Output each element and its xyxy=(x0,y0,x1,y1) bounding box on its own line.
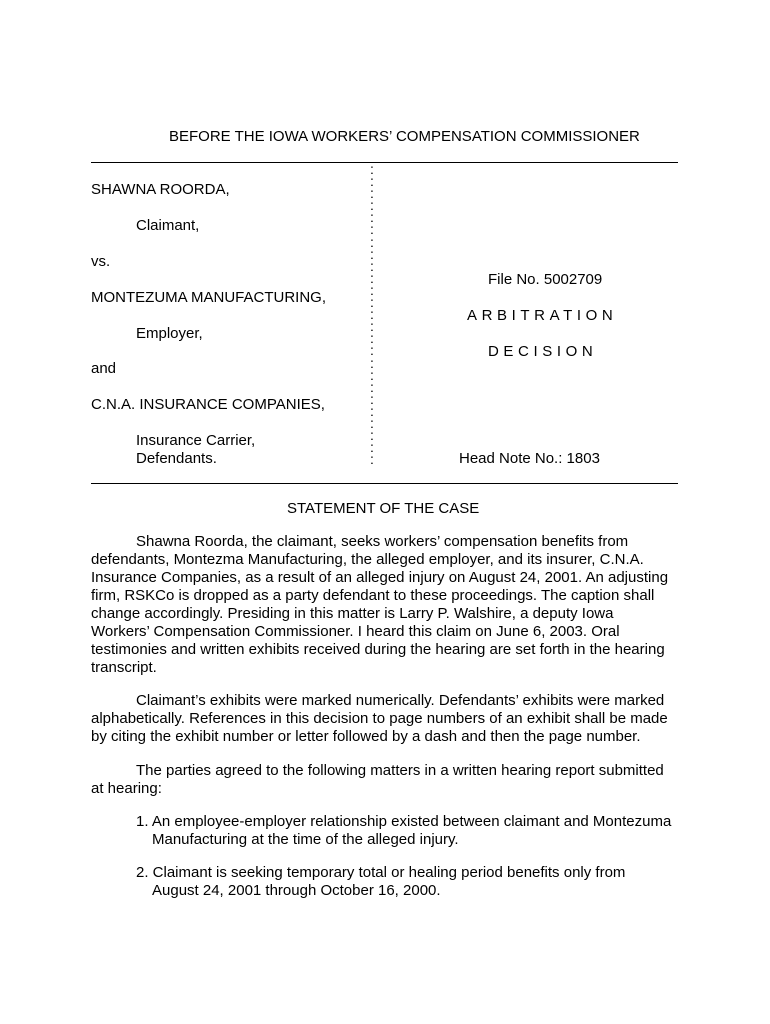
separator-colon: : xyxy=(370,173,374,190)
carrier-name: C.N.A. INSURANCE COMPANIES, xyxy=(91,396,325,413)
paragraph-line: Insurance Companies, as a result of an alleged injury on August 24, 2001. An adjusting xyxy=(91,569,669,586)
paragraph-line: by citing the exhibit number or letter followed by a dash and then the page number. xyxy=(91,728,641,745)
paragraph-line: Claimant’s exhibits were marked numerically. Defendants’ exhibits were marked xyxy=(136,692,665,709)
paragraph-line: Shawna Roorda, the claimant, seeks workers’ compensation benefits from xyxy=(136,533,629,550)
separator-colon: : xyxy=(370,257,374,274)
separator-colon: : xyxy=(370,233,374,250)
separator-colon: : xyxy=(370,439,374,456)
paragraph-line: change accordingly. Presiding in this matter is Larry P. Walshire, a deputy Iowa xyxy=(91,605,614,622)
separator-colon: : xyxy=(370,414,374,431)
separator-colon: : xyxy=(370,330,374,347)
separator-colon: : xyxy=(370,318,374,335)
separator-colon: : xyxy=(370,221,374,238)
separator-colon: : xyxy=(370,197,374,214)
list-item-line: August 24, 2001 through October 16, 2000. xyxy=(152,882,441,899)
separator-colon: : xyxy=(370,185,374,202)
caption-top-rule xyxy=(91,162,678,163)
separator-colon: : xyxy=(370,306,374,323)
paragraph-line: testimonies and written exhibits received during the hearing are set forth in the hearing xyxy=(91,641,665,658)
paragraph-line: defendants, Montezma Manufacturing, the alleged employer, and its insurer, C.N.A. xyxy=(91,551,644,568)
list-item xyxy=(136,813,681,849)
list-item xyxy=(136,864,681,900)
paragraph-line: Workers’ Compensation Commissioner. I heard this claim on June 6, 2003. Oral xyxy=(91,623,620,640)
separator-colon: : xyxy=(370,378,374,395)
separator-colon: : xyxy=(370,294,374,311)
separator-colon: : xyxy=(370,451,374,468)
separator-colon: : xyxy=(370,281,374,298)
paragraph-line: The parties agreed to the following matters in a written hearing report submitted xyxy=(136,762,664,779)
separator-colon: : xyxy=(370,342,374,359)
paragraph-line: firm, RSKCo is dropped as a party defendant to these proceedings. The caption shall xyxy=(91,587,655,604)
claimant-role: Claimant, xyxy=(136,217,200,234)
separator-colon: : xyxy=(370,402,374,419)
separator-colon: : xyxy=(370,354,374,371)
separator-colon: : xyxy=(370,390,374,407)
decision-type-decision: DECISION xyxy=(488,343,598,360)
caption-bottom-rule xyxy=(91,483,678,484)
paragraph-line: at hearing: xyxy=(91,780,162,797)
separator-colon: : xyxy=(370,427,374,444)
list-item-line: Manufacturing at the time of the alleged injury. xyxy=(152,831,459,848)
file-number: File No. 5002709 xyxy=(488,271,603,288)
versus-label: vs. xyxy=(91,253,111,270)
separator-colon: : xyxy=(370,269,374,286)
employer-role: Employer, xyxy=(136,325,203,342)
paragraph-2 xyxy=(91,692,681,746)
separator-colon: : xyxy=(370,245,374,262)
defendants-label: Defendants. xyxy=(136,450,217,467)
separator-colon: : xyxy=(370,366,374,383)
carrier-role: Insurance Carrier, xyxy=(136,432,256,449)
paragraph-1 xyxy=(91,533,681,677)
list-item-line: 2. Claimant is seeking temporary total or healing period benefits only from xyxy=(136,864,626,881)
separator-colon: : xyxy=(370,161,374,177)
decision-type-arbitration: ARBITRATION xyxy=(467,307,618,324)
list-item-line: 1. An employee-employer relationship existed between claimant and Montezuma xyxy=(136,813,672,830)
and-label: and xyxy=(91,360,117,377)
caption-separator-column xyxy=(370,161,378,468)
paragraph-line: transcript. xyxy=(91,659,157,676)
head-note: Head Note No.: 1803 xyxy=(459,450,600,467)
section-heading: STATEMENT OF THE CASE xyxy=(287,500,480,517)
employer-name: MONTEZUMA MANUFACTURING, xyxy=(91,289,326,306)
separator-colon: : xyxy=(370,209,374,226)
paragraph-line: alphabetically. References in this decision to page numbers of an exhibit shall be made xyxy=(91,710,668,727)
court-title: BEFORE THE IOWA WORKERS’ COMPENSATION COMMISSIONER xyxy=(169,128,640,145)
claimant-name: SHAWNA ROORDA, xyxy=(91,181,230,198)
paragraph-3 xyxy=(91,762,681,798)
